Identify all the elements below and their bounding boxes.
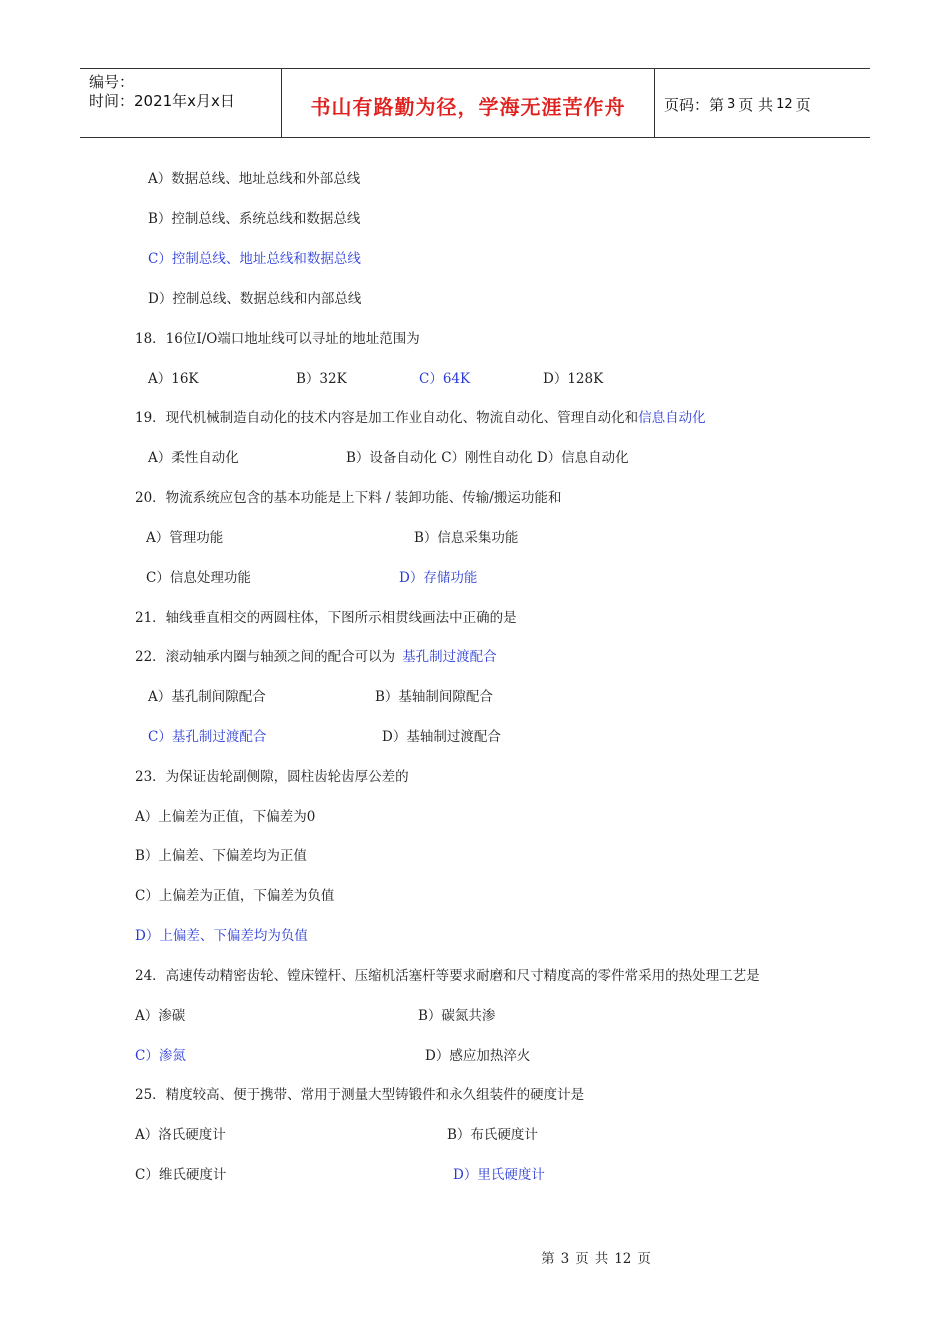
q24-option-c-answer: C）渗氮 — [135, 1048, 186, 1064]
q19-question — [135, 409, 706, 427]
q17-option-b: B）控制总线、系统总线和数据总线 — [148, 211, 361, 227]
q24-option-a: A）渗碳 — [135, 1008, 186, 1024]
header-page-info — [655, 69, 870, 137]
q17-option-d: D）控制总线、数据总线和内部总线 — [148, 291, 362, 307]
q18-option-c-answer: C）64K — [419, 371, 471, 387]
q18-option-b: B）32K — [296, 371, 347, 387]
q22-option-a: A）基孔制间隙配合 — [148, 689, 266, 705]
number-label: 编号： — [89, 73, 135, 91]
q19-option-a: A）柔性自动化 — [148, 450, 239, 466]
q19-options-bcd: B）设备自动化 C）刚性自动化 D）信息自动化 — [346, 450, 629, 466]
q23-option-d-answer: D）上偏差、下偏差均为负值 — [135, 928, 308, 944]
q20-question: 20．物流系统应包含的基本功能是上下料 / 装卸功能、传输/搬运功能和 — [135, 490, 562, 506]
header-info — [80, 69, 282, 137]
q24-option-b: B）碳氮共渗 — [418, 1008, 496, 1024]
q22-question — [135, 648, 497, 666]
q22-option-d: D）基轴制过渡配合 — [382, 729, 501, 745]
time-label: 时间：2021年x月x日 — [89, 92, 235, 110]
q25-option-b: B）布氏硬度计 — [447, 1127, 538, 1143]
footer-total: 12 — [614, 1251, 632, 1267]
q18-question: 18．16位I/O端口地址线可以寻址的地址范围为 — [135, 331, 420, 347]
q23-option-a: A）上偏差为正值，下偏差为0 — [135, 809, 316, 825]
q25-option-d-answer: D）里氏硬度计 — [453, 1167, 545, 1183]
footer-di: 第 — [541, 1251, 555, 1267]
q19-text: 19．现代机械制造自动化的技术内容是加工作业自动化、物流自动化、管理自动化和 — [135, 410, 639, 426]
q25-option-c: C）维氏硬度计 — [135, 1167, 227, 1183]
page-mid: 页 共 — [738, 95, 774, 114]
footer-ye: 页 — [575, 1251, 589, 1267]
q25-option-a: A）洛氏硬度计 — [135, 1127, 226, 1143]
q20-option-d-answer: D）存储功能 — [399, 570, 478, 586]
q23-option-c: C）上偏差为正值，下偏差为负值 — [135, 888, 335, 904]
footer-ye2: 页 — [637, 1251, 651, 1267]
q25-question: 25．精度较高、便于携带、常用于测量大型铸锻件和永久组装件的硬度计是 — [135, 1087, 585, 1103]
q22-option-c-answer: C）基孔制过渡配合 — [148, 729, 267, 745]
q21-question: 21．轴线垂直相交的两圆柱体，下图所示相贯线画法中正确的是 — [135, 610, 517, 626]
header-motto: 书山有路勤为径，学海无涯苦作舟 — [282, 69, 655, 137]
page-total: 12 — [776, 96, 793, 112]
q18-option-d: D）128K — [543, 371, 604, 387]
page-prefix: 页码：第 — [664, 95, 725, 114]
q20-option-c: C）信息处理功能 — [146, 570, 251, 586]
q24-question: 24．高速传动精密齿轮、镗床镗杆、压缩机活塞杆等要求耐磨和尺寸精度高的零件常采用的热处理工艺是 — [135, 968, 760, 984]
q19-answer: 信息自动化 — [638, 410, 706, 426]
q17-option-c-answer: C）控制总线、地址总线和数据总线 — [148, 251, 361, 267]
q17-option-a: A）数据总线、地址总线和外部总线 — [148, 171, 361, 187]
q22-text: 22．滚动轴承内圈与轴颈之间的配合可以为 — [135, 649, 396, 665]
page-suffix: 页 — [795, 95, 811, 114]
q22-option-b: B）基轴制间隙配合 — [375, 689, 493, 705]
q20-option-a: A）管理功能 — [146, 530, 224, 546]
q22-answer: 基孔制过渡配合 — [402, 649, 497, 665]
q18-option-a: A）16K — [148, 371, 199, 387]
page-header — [80, 68, 870, 138]
footer-gong: 共 — [594, 1251, 609, 1267]
q23-question: 23．为保证齿轮副侧隙，圆柱齿轮齿厚公差的 — [135, 769, 409, 785]
page-number: 3 — [727, 96, 736, 112]
q20-option-b: B）信息采集功能 — [414, 530, 519, 546]
footer-page: 3 — [560, 1251, 570, 1267]
q24-option-d: D）感应加热淬火 — [425, 1048, 531, 1064]
q23-option-b: B）上偏差、下偏差均为正值 — [135, 848, 307, 864]
page-footer — [0, 1247, 950, 1267]
